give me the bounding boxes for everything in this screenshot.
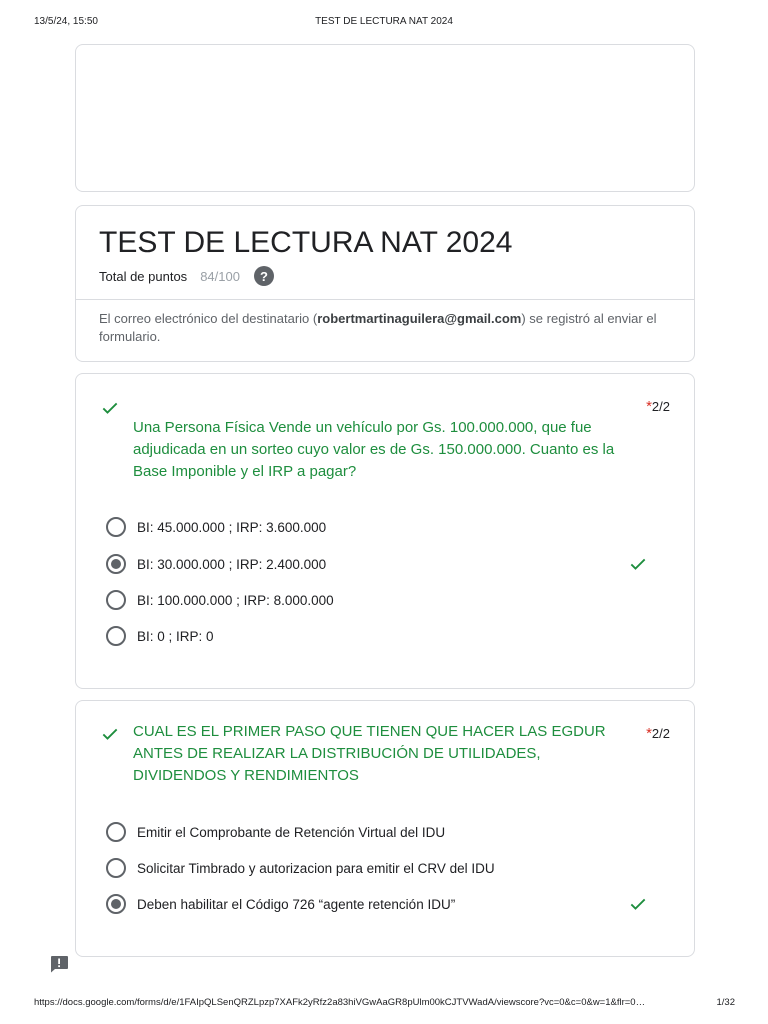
radio-button[interactable] <box>106 517 126 537</box>
total-points-row <box>99 266 274 286</box>
total-points-value: 84/100 <box>200 268 240 284</box>
radio-button-selected[interactable] <box>106 894 126 914</box>
option-label: Deben habilitar el Código 726 “agente retención IDU” <box>137 896 456 912</box>
option-label: Solicitar Timbrado y autorizacion para emitir el CRV del IDU <box>137 860 495 876</box>
question-score: 2/2 <box>651 399 670 414</box>
correct-check-icon <box>628 554 648 574</box>
radio-button[interactable] <box>106 822 126 842</box>
question-card-2 <box>75 700 695 957</box>
radio-button[interactable] <box>106 626 126 646</box>
print-footer <box>0 997 768 1011</box>
answer-option[interactable] <box>106 589 670 611</box>
radio-button-selected[interactable] <box>106 554 126 574</box>
recipient-email: robertmartinaguilera@gmail.com <box>317 311 522 326</box>
correct-check-icon <box>100 724 120 744</box>
required-asterisk: * <box>646 725 652 742</box>
correct-check-icon <box>628 894 648 914</box>
required-asterisk: * <box>646 398 652 415</box>
question-mark-icon[interactable]: ? <box>254 266 274 286</box>
question-points <box>646 398 670 415</box>
divider <box>76 299 694 300</box>
question-text: CUAL ES EL PRIMER PASO QUE TIENEN QUE HACER LAS EGDUR ANTES DE REALIZAR LA DISTRIBUCIÓN DE UTILIDADES, DIVIDENDOS Y RENDIMIENTOS <box>133 723 606 784</box>
correct-check-icon <box>100 398 120 418</box>
page-number: 1/32 <box>716 997 735 1008</box>
answer-option-selected[interactable] <box>106 893 670 915</box>
option-label: BI: 100.000.000 ; IRP: 8.000.000 <box>137 592 334 608</box>
radio-button[interactable] <box>106 858 126 878</box>
question-score: 2/2 <box>651 726 670 741</box>
option-label: Emitir el Comprobante de Retención Virtual del IDU <box>137 824 446 840</box>
print-title: TEST DE LECTURA NAT 2024 <box>315 16 453 27</box>
email-note-suffix: ) se registró al enviar el formulario. <box>99 311 657 344</box>
answer-option-selected[interactable] <box>106 553 670 575</box>
option-label: BI: 45.000.000 ; IRP: 3.600.000 <box>137 519 327 535</box>
email-note-prefix: El correo electrónico del destinatario ( <box>99 311 318 326</box>
total-points-label: Total de puntos <box>99 268 188 284</box>
option-label: BI: 0 ; IRP: 0 <box>137 628 214 644</box>
form-title: TEST DE LECTURA NAT 2024 <box>99 226 513 259</box>
email-note <box>99 310 659 346</box>
form-header-card <box>75 205 695 362</box>
answer-option[interactable] <box>106 516 670 538</box>
option-label: BI: 30.000.000 ; IRP: 2.400.000 <box>137 556 327 572</box>
answer-option[interactable] <box>106 857 670 879</box>
question-text: Una Persona Física Vende un vehículo por Gs. 100.000.000, que fue adjudicada en un sorteo cuyo valor es de Gs. 150.000.000. Cuanto es la Base Imponible y el IRP a pagar? <box>133 419 615 480</box>
radio-button[interactable] <box>106 590 126 610</box>
answer-option[interactable] <box>106 625 670 647</box>
page-url: https://docs.google.com/forms/d/e/1FAIpQLSenQRZLpzp7XAFk2yRfz2a83hiVGwAaGR8pUlm00kCJTVWadA/viewscore?vc=0&c=0&w=1&flr=0… <box>34 997 646 1008</box>
print-header <box>0 16 768 30</box>
answer-option[interactable] <box>106 821 670 843</box>
print-datetime: 13/5/24, 15:50 <box>34 16 98 27</box>
question-card-1 <box>75 373 695 689</box>
header-banner <box>75 44 695 192</box>
report-feedback-icon[interactable] <box>49 955 69 973</box>
question-points <box>646 725 670 742</box>
